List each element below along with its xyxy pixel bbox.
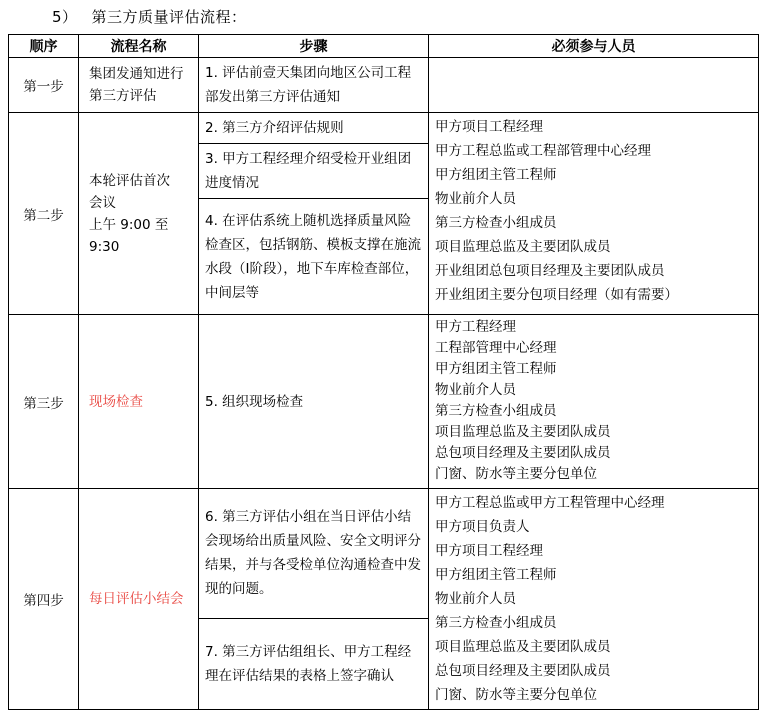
- participant: 甲方工程总监或工程部管理中心经理: [435, 143, 651, 159]
- participant: 开业组团总包项目经理及主要团队成员: [435, 263, 665, 279]
- participant: 项目监理总监及主要团队成员: [435, 639, 611, 655]
- participant: 甲方组团主管工程师: [435, 361, 557, 377]
- header-process-name: 流程名称: [79, 35, 199, 58]
- participant: 甲方项目工程经理: [435, 119, 543, 135]
- header-order: 顺序: [9, 35, 79, 58]
- row-participants: [429, 489, 759, 710]
- row-step: 5. 组织现场检查: [199, 315, 429, 489]
- name-line: 本轮评估首次: [89, 172, 170, 189]
- participant: 工程部管理中心经理: [435, 340, 557, 356]
- participant: 甲方组团主管工程师: [435, 167, 557, 183]
- participant: 门窗、防水等主要分包单位: [435, 466, 597, 482]
- participant: 甲方项目工程经理: [435, 543, 543, 559]
- row-participants: [429, 113, 759, 315]
- participant: 总包项目经理及主要团队成员: [435, 663, 611, 679]
- row-process-name: [79, 113, 199, 315]
- header-participants: 必须参与人员: [429, 35, 759, 58]
- participant: 甲方工程经理: [435, 319, 516, 335]
- participant: 甲方项目负责人: [435, 519, 530, 535]
- participant: 物业前介人员: [435, 191, 516, 207]
- name-line: 上午 9:00 至: [89, 216, 169, 233]
- participant: 第三方检查小组成员: [435, 403, 557, 419]
- row-process-name: 现场检查: [79, 315, 199, 489]
- participant: 物业前介人员: [435, 591, 516, 607]
- participant: 项目监理总监及主要团队成员: [435, 239, 611, 255]
- name-line: 会议: [89, 194, 116, 211]
- row-step: 7. 第三方评估组组长、甲方工程经理在评估结果的表格上签字确认: [199, 618, 429, 709]
- row-order: 第二步: [9, 113, 79, 315]
- participant: 门窗、防水等主要分包单位: [435, 687, 597, 703]
- section-heading: [52, 6, 247, 27]
- row-order: 第四步: [9, 489, 79, 710]
- row-step: 2. 第三方介绍评估规则: [199, 113, 429, 144]
- row-participants: [429, 315, 759, 489]
- header-steps: 步骤: [199, 35, 429, 58]
- participant: 项目监理总监及主要团队成员: [435, 424, 611, 440]
- table-row: [9, 113, 759, 144]
- table-row: [9, 58, 759, 113]
- participant: 第三方检查小组成员: [435, 615, 557, 631]
- section-number: 5）: [52, 8, 78, 26]
- row-order: 第三步: [9, 315, 79, 489]
- process-table: [8, 34, 759, 710]
- participant: 开业组团主要分包项目经理（如有需要）: [435, 287, 678, 303]
- row-order: 第一步: [9, 58, 79, 113]
- row-process-name: 集团发通知进行第三方评估: [79, 58, 199, 113]
- row-participants: [429, 58, 759, 113]
- row-step: 4. 在评估系统上随机选择质量风险检查区，包括钢筋、模板支撑在施流水段（I阶段），地下车库检查部位，中间层等: [199, 199, 429, 315]
- row-step: 1. 评估前壹天集团向地区公司工程部发出第三方评估通知: [199, 58, 429, 113]
- participant: 总包项目经理及主要团队成员: [435, 445, 611, 461]
- row-step: 3. 甲方工程经理介绍受检开业组团进度情况: [199, 144, 429, 199]
- row-process-name: 每日评估小结会: [79, 489, 199, 710]
- section-title: 第三方质量评估流程：: [91, 8, 247, 26]
- table-row: [9, 489, 759, 619]
- header-row: [9, 35, 759, 58]
- participant: 甲方工程总监或甲方工程管理中心经理: [435, 495, 665, 511]
- row-step: 6. 第三方评估小组在当日评估小结会现场给出质量风险、安全文明评分结果，并与各受检单位沟通检查中发现的问题。: [199, 489, 429, 619]
- participant: 甲方组团主管工程师: [435, 567, 557, 583]
- participant: 物业前介人员: [435, 382, 516, 398]
- name-line: 9:30: [89, 238, 120, 255]
- participant: 第三方检查小组成员: [435, 215, 557, 231]
- table-row: [9, 315, 759, 489]
